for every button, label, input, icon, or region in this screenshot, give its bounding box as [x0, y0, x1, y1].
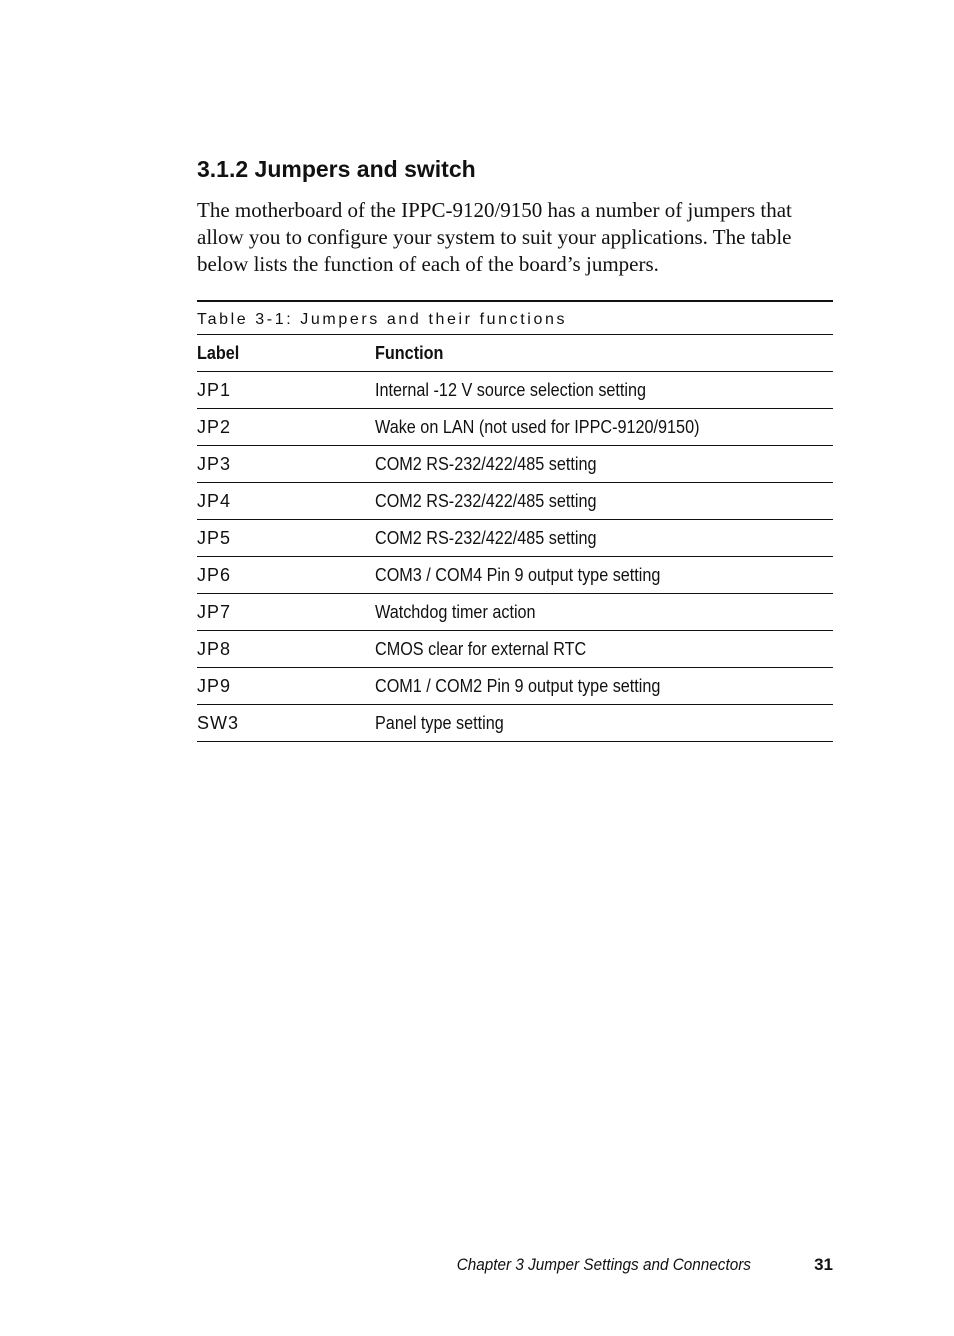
jumper-function: COM2 RS-232/422/485 setting: [375, 453, 597, 474]
intro-paragraph: The motherboard of the IPPC-9120/9150 has a number of jumpers that allow you to configure your system to suit your applications. The table below lists the function of each of the board’s jumpers.: [197, 198, 792, 276]
page-number: 31: [814, 1255, 833, 1274]
table-row: [197, 409, 833, 446]
jumper-function: COM1 / COM2 Pin 9 output type setting: [375, 675, 661, 696]
jumper-label: JP3: [197, 453, 232, 474]
jumper-label: JP4: [197, 490, 232, 511]
table-row: [197, 668, 833, 705]
table-row: [197, 705, 833, 742]
jumper-function: Watchdog timer action: [375, 601, 536, 622]
jumper-function: COM2 RS-232/422/485 setting: [375, 490, 597, 511]
table-row: [197, 483, 833, 520]
jumper-function: COM3 / COM4 Pin 9 output type setting: [375, 564, 661, 585]
jumper-function: Wake on LAN (not used for IPPC-9120/9150): [375, 416, 700, 437]
jumper-label: JP8: [197, 638, 232, 659]
section-heading: 3.1.2 Jumpers and switch: [197, 156, 476, 182]
table-row: [197, 520, 833, 557]
footer-chapter-title: Chapter 3 Jumper Settings and Connectors: [456, 1255, 751, 1274]
jumper-label: JP6: [197, 564, 232, 585]
table-caption: Table 3-1: Jumpers and their functions: [197, 302, 833, 335]
jumper-function: Internal -12 V source selection setting: [375, 379, 647, 400]
jumper-function: CMOS clear for external RTC: [375, 638, 587, 659]
jumper-label: JP9: [197, 675, 232, 696]
table-row: [197, 446, 833, 483]
jumper-label: JP7: [197, 601, 232, 622]
jumper-function: COM2 RS-232/422/485 setting: [375, 527, 597, 548]
table-header-row: [197, 335, 833, 372]
table-row: [197, 631, 833, 668]
jumper-function: Panel type setting: [375, 712, 504, 733]
page-footer: [0, 1255, 954, 1279]
jumper-label: JP2: [197, 416, 232, 437]
jumper-label: JP1: [197, 379, 232, 400]
table-row: [197, 594, 833, 631]
table-row: [197, 557, 833, 594]
jumper-label: SW3: [197, 712, 240, 733]
table-row: [197, 372, 833, 409]
jumper-table: [197, 300, 833, 742]
jumper-label: JP5: [197, 527, 232, 548]
column-header-function: Function: [375, 342, 444, 363]
column-header-label: Label: [197, 342, 240, 363]
